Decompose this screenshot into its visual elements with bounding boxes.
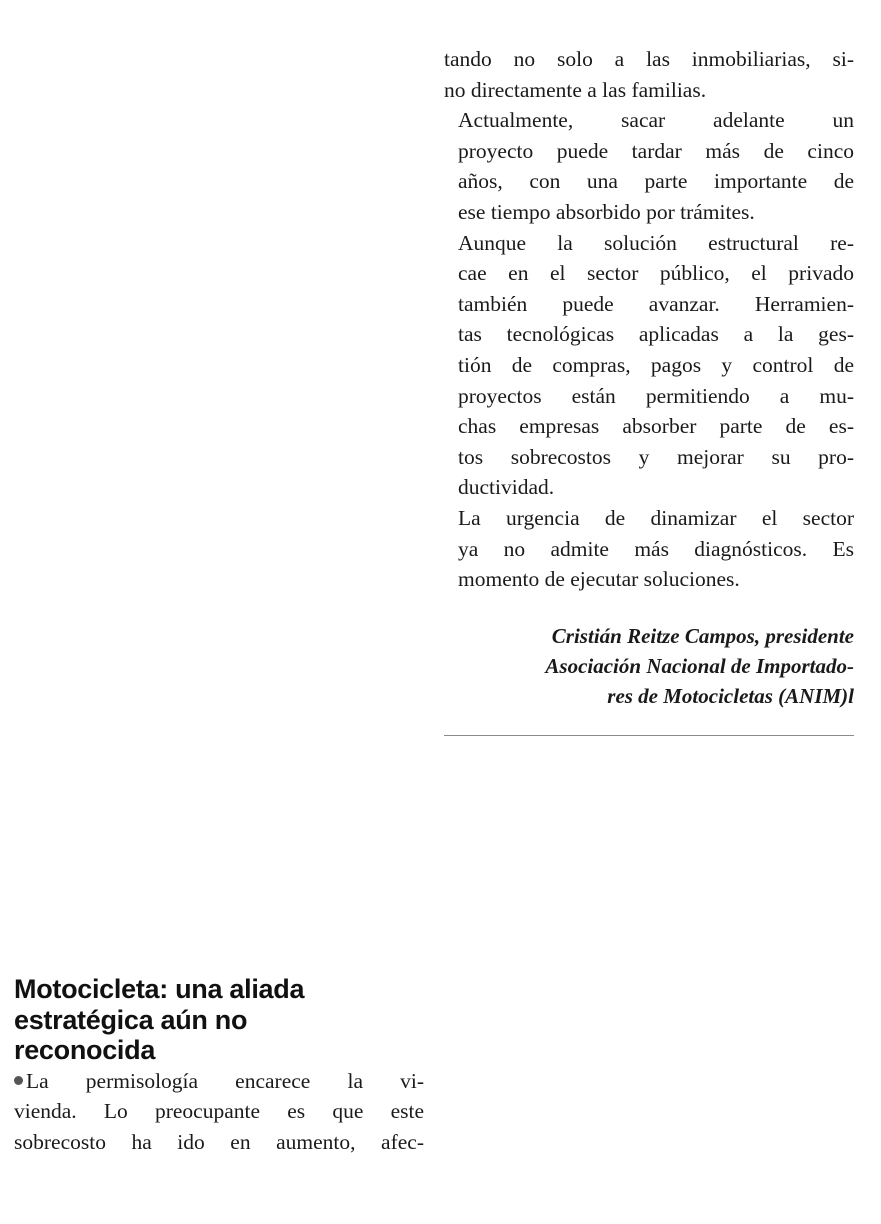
article-headline: [14, 974, 424, 1066]
headline-line: reconocida: [14, 1035, 156, 1065]
lead-text: La permisología encarece la vi-: [26, 1068, 424, 1093]
text-line: proyecto puede tardar más de cinco: [458, 138, 854, 163]
text-line: Aunque la solución estructural re-: [458, 230, 854, 255]
headline-line: estratégica aún no: [14, 1004, 248, 1035]
paragraph-2: [444, 105, 854, 227]
text-line: [14, 1066, 424, 1097]
left-column: [14, 974, 424, 1157]
text-line: tas tecnológicas aplicadas a la ges-: [458, 322, 854, 347]
text-line: sobrecosto ha ido en aumento, afec-: [14, 1129, 424, 1154]
right-column: [444, 44, 854, 736]
text-line: Actualmente, sacar adelante un: [458, 108, 854, 133]
paragraph-4: [444, 503, 854, 595]
text-line: ya no admite más diagnósticos. Es: [458, 536, 854, 561]
text-line: tando no solo a las inmobiliarias, si-: [444, 47, 854, 71]
text-line: tos sobrecostos y mejorar su pro-: [458, 444, 854, 469]
text-line: ese tiempo absorbido por trámites.: [458, 199, 755, 224]
text-line: chas empresas absorber parte de es-: [458, 414, 854, 439]
text-line: ductividad.: [458, 475, 555, 500]
text-line: no directamente a las familias.: [444, 77, 707, 102]
text-line: también puede avanzar. Herramien-: [458, 291, 854, 316]
text-line: proyectos están permitiendo a mu-: [458, 383, 854, 408]
article-lead: [14, 1066, 424, 1158]
signature-line: Asociación Nacional de Importado-: [545, 653, 854, 678]
text-line: años, con una parte importante de: [458, 169, 854, 194]
text-line: momento de ejecutar soluciones.: [458, 567, 740, 592]
headline-line: Motocicleta: una aliada: [14, 974, 305, 1004]
divider-rule: [444, 735, 854, 736]
author-signature: [444, 621, 854, 712]
text-line: vienda. Lo preocupante es que este: [14, 1099, 424, 1124]
bullet-dot-icon: [14, 1076, 23, 1085]
paragraph-3: [444, 228, 854, 503]
text-line: La urgencia de dinamizar el sector: [458, 505, 854, 530]
paragraph-1: [444, 44, 854, 105]
text-line: tión de compras, pagos y control de: [458, 352, 854, 377]
signature-line: Cristián Reitze Campos, presidente: [551, 623, 854, 648]
signature-line: res de Motocicletas (ANIM)l: [607, 684, 854, 709]
text-line: cae en el sector público, el privado: [458, 261, 854, 286]
